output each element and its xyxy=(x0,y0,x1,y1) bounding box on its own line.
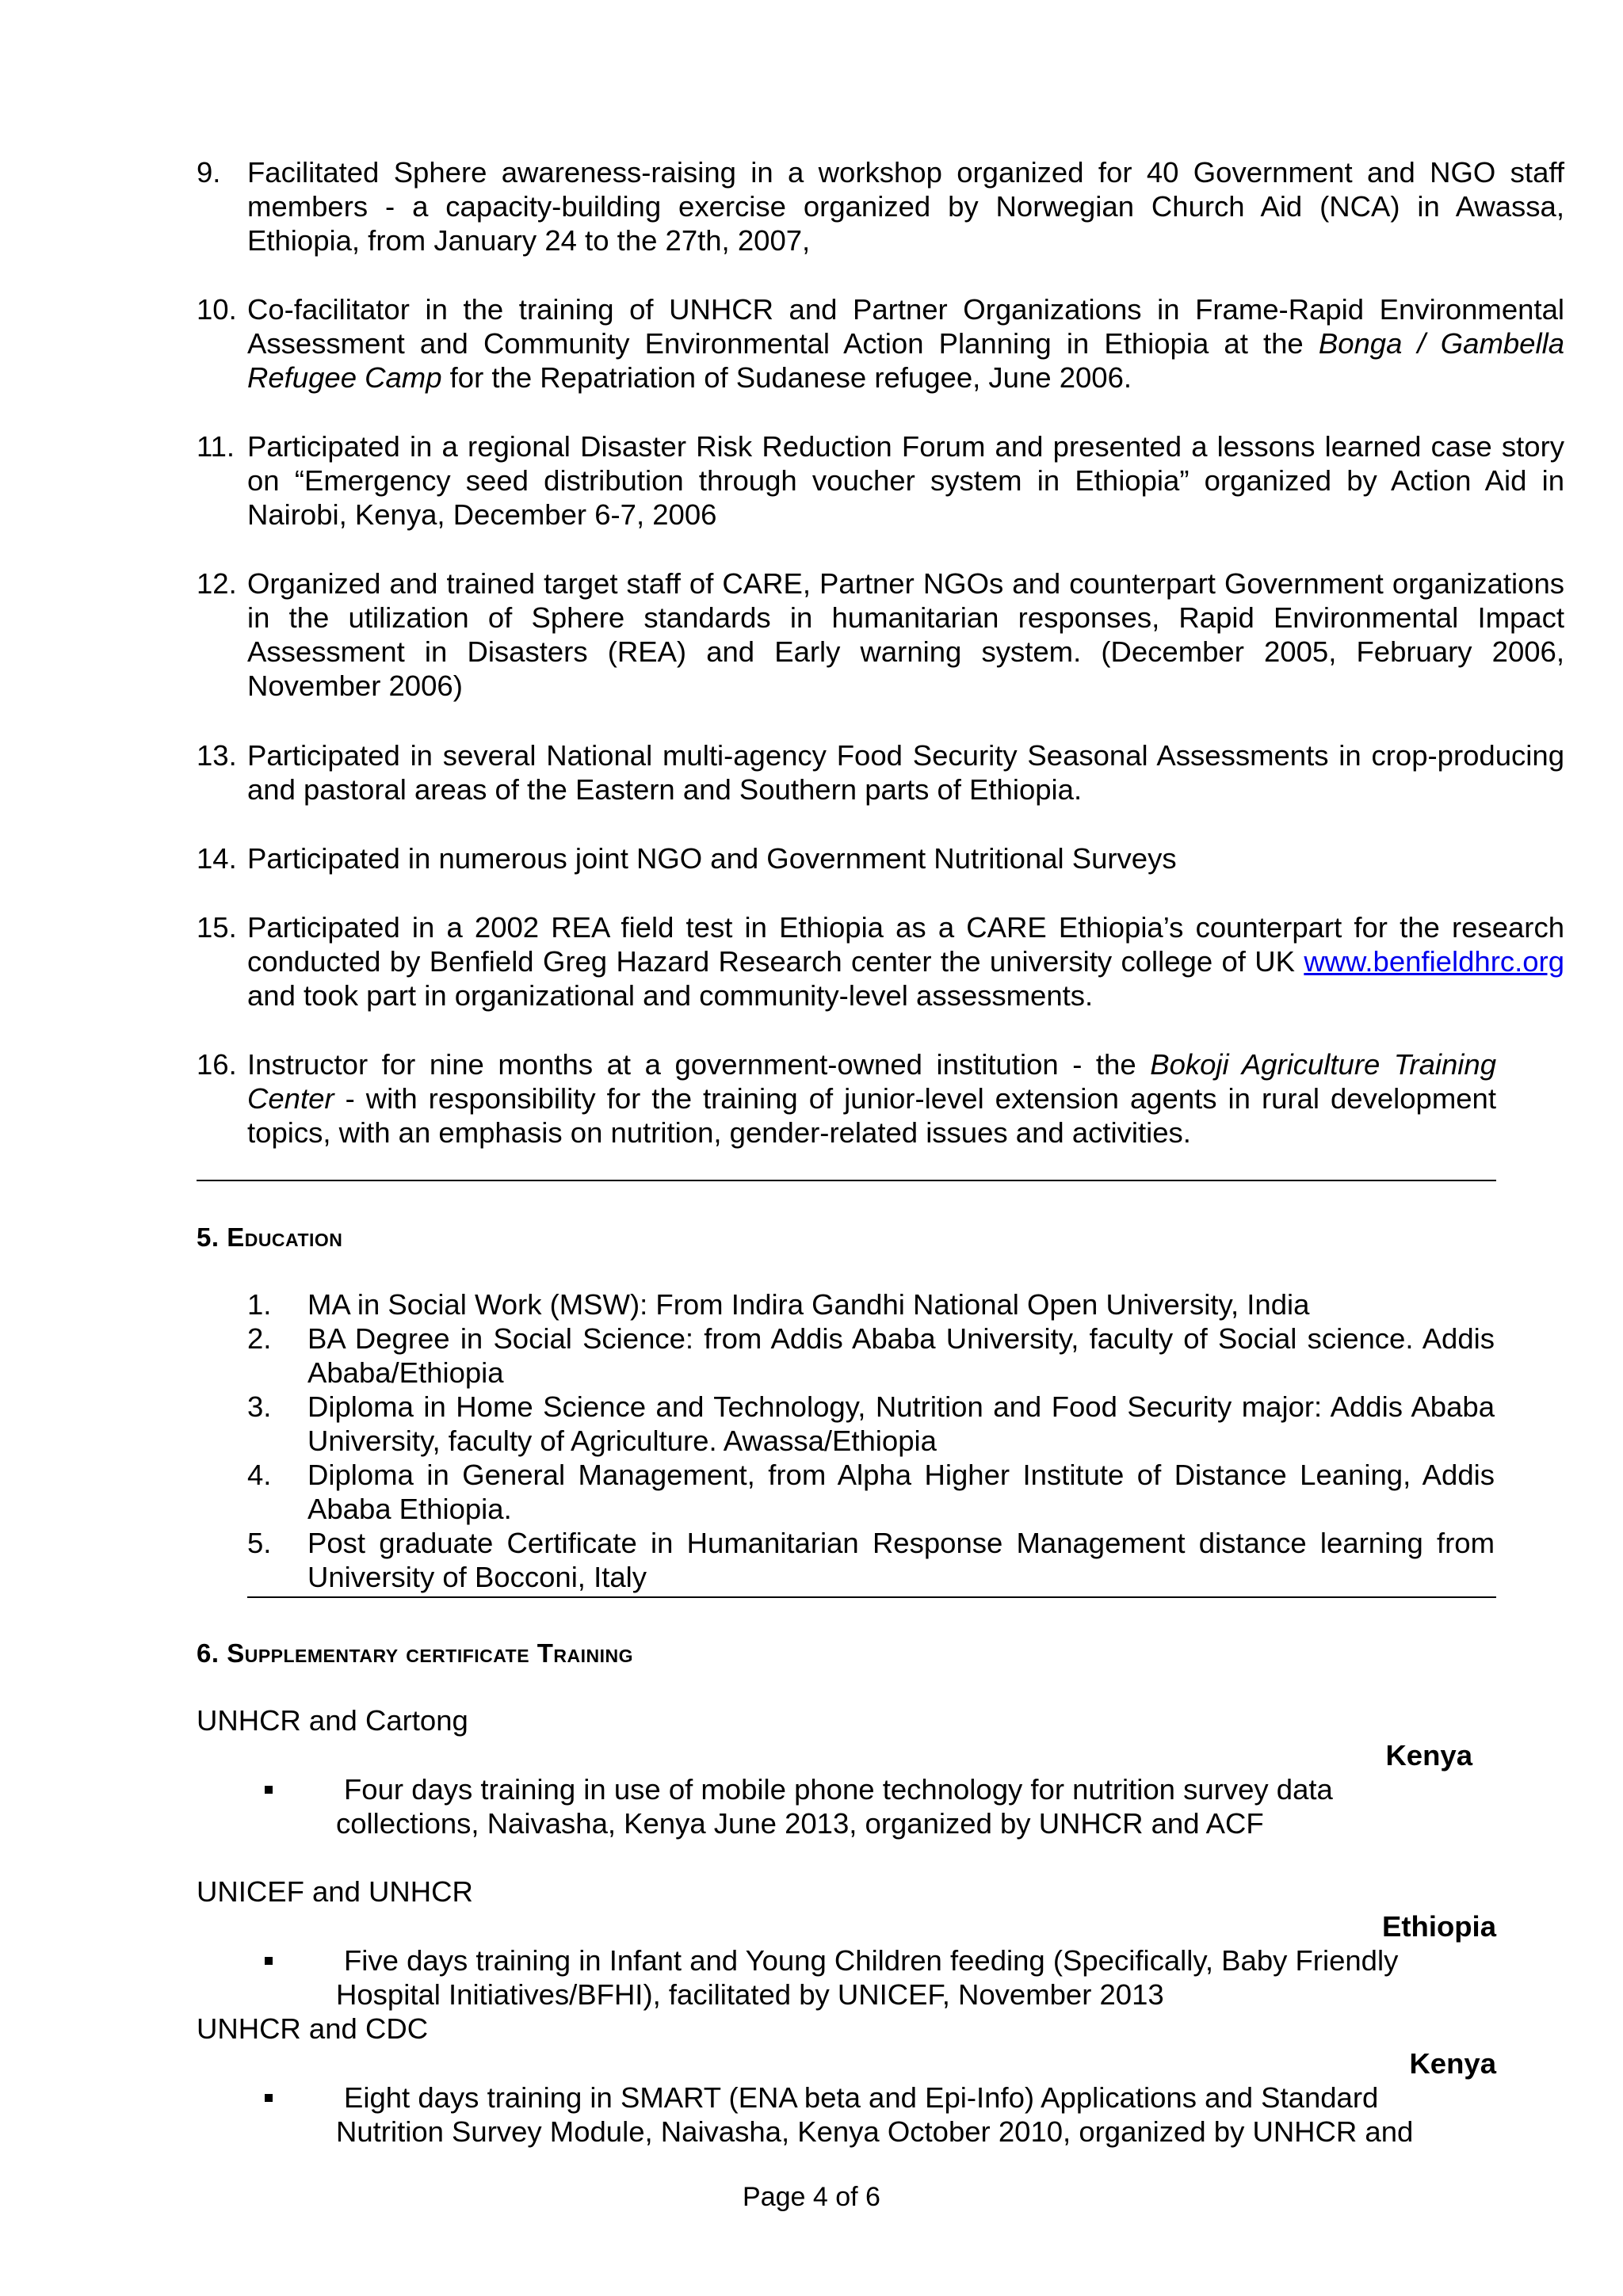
education-heading xyxy=(197,1220,342,1254)
item-text: Participated in several National multi-agency Food Security Seasonal Assessments in crop-producing and pastoral areas of the Eastern and Southern parts of Ethiopia. xyxy=(247,739,1564,806)
experience-item-12 xyxy=(197,566,1564,703)
supplementary-heading xyxy=(197,1636,633,1670)
training-country: Kenya xyxy=(1409,2047,1496,2080)
experience-item-14 xyxy=(197,841,1564,875)
training-country: Ethiopia xyxy=(1382,1910,1496,1943)
item-text-part: Instructor for nine months at a government-owned institution - the xyxy=(247,1048,1151,1081)
item-text: Diploma in General Management, from Alpha Higher Institute of Distance Leaning, Addis Ababa Ethiopia. xyxy=(307,1459,1495,1525)
experience-item-11 xyxy=(197,429,1564,532)
education-item-4 xyxy=(247,1458,1495,1526)
item-number: 11. xyxy=(197,430,235,463)
education-divider xyxy=(247,1596,1496,1598)
item-text: Participated in numerous joint NGO and Government Nutritional Surveys xyxy=(247,842,1177,875)
item-number: 4. xyxy=(247,1459,272,1491)
page-number-footer: Page 4 of 6 xyxy=(743,2182,880,2212)
item-text-part: Co-facilitator in the training of UNHCR and Partner Organizations in Frame-Rapid Environmental Assessment and Community Environmental Action Planning in Ethiopia at the xyxy=(247,293,1564,360)
item-text: Post graduate Certificate in Humanitarian Response Management distance learning from University of Bocconi, Italy xyxy=(307,1527,1495,1593)
item-text-part: Participated in a 2002 REA field test in Ethiopia as a CARE Ethiopia’s counterpart for the research conducted by Benfield Greg Hazard Research center the university college of UK xyxy=(247,911,1564,978)
training-line: Four days training in use of mobile phone technology for nutrition survey data xyxy=(344,1773,1333,1806)
heading-number: 6. xyxy=(197,1638,220,1668)
item-text: Diploma in Home Science and Technology, Nutrition and Food Security major: Addis Ababa University, faculty of Agriculture. Awassa/Ethiopia xyxy=(307,1390,1495,1457)
item-text-part: and took part in organizational and community-level assessments. xyxy=(247,979,1094,1012)
item-text-part: - with responsibility for the training of junior-level extension agents in rural development topics, with an emphasis on nutrition, gender-related issues and activities. xyxy=(247,1082,1496,1149)
item-text xyxy=(247,1047,1496,1150)
heading-number: 5. xyxy=(197,1222,220,1252)
item-text: Participated in a regional Disaster Risk Reduction Forum and presented a lessons learned case story on “Emergency seed distribution through voucher system in Ethiopia” organized by Action Aid in Nairobi, Kenya, December 6-7, 2006 xyxy=(247,430,1564,531)
education-item-2 xyxy=(247,1322,1495,1390)
item-number: 13. xyxy=(197,739,237,772)
item-text: MA in Social Work (MSW): From Indira Gandhi National Open University, India xyxy=(307,1288,1310,1321)
item-number: 12. xyxy=(197,567,237,600)
square-bullet-icon xyxy=(265,1786,273,1794)
training-center-italic: Bokoji Agriculture Training Center xyxy=(247,1048,1496,1115)
experience-item-13 xyxy=(197,738,1564,807)
item-number: 10. xyxy=(197,293,237,326)
training-country: Kenya xyxy=(1385,1739,1472,1772)
item-text: BA Degree in Social Science: from Addis Ababa University, faculty of Social science. Addis Ababa/Ethiopia xyxy=(307,1322,1495,1389)
education-item-1 xyxy=(247,1287,1495,1322)
item-number: 2. xyxy=(247,1322,272,1355)
experience-item-16 xyxy=(197,1047,1496,1150)
training-line: Eight days training in SMART (ENA beta and Epi-Info) Applications and Standard xyxy=(344,2081,1379,2114)
item-text xyxy=(247,292,1564,395)
heading-text: Education xyxy=(227,1222,343,1252)
experience-item-15 xyxy=(197,910,1564,1013)
training-item xyxy=(265,1943,1485,2012)
item-number: 9. xyxy=(197,156,221,189)
training-organizer: UNHCR and Cartong xyxy=(197,1704,468,1737)
training-item xyxy=(265,2081,1485,2149)
training-line: Nutrition Survey Module, Naivasha, Kenya October 2010, organized by UNHCR and xyxy=(336,2115,1414,2148)
experience-item-10 xyxy=(197,292,1564,395)
section-divider xyxy=(197,1180,1496,1181)
heading-text: Supplementary certificate Training xyxy=(227,1638,634,1668)
training-organizer: UNICEF and UNHCR xyxy=(197,1875,473,1908)
item-text-part: for the Repatriation of Sudanese refugee, June 2006. xyxy=(441,361,1132,394)
benfield-link[interactable]: www.benfieldhrc.org xyxy=(1304,945,1564,978)
training-line: collections, Naivasha, Kenya June 2013, organized by UNHCR and ACF xyxy=(336,1807,1264,1840)
training-organizer: UNHCR and CDC xyxy=(197,2012,429,2045)
education-item-3 xyxy=(247,1390,1495,1458)
item-text: Organized and trained target staff of CARE, Partner NGOs and counterpart Government organizations in the utilization of Sphere standards in humanitarian responses, Rapid Environmental Impact Assessment in Disasters (REA) and Early warning system. (December 2005, February 2006, November 2006) xyxy=(247,567,1564,702)
item-number: 5. xyxy=(247,1527,272,1559)
item-number: 16. xyxy=(197,1048,237,1081)
item-number: 15. xyxy=(197,911,237,944)
item-number: 3. xyxy=(247,1390,272,1423)
square-bullet-icon xyxy=(265,1957,273,1965)
training-item xyxy=(265,1772,1485,1840)
item-number: 14. xyxy=(197,842,237,875)
camp-name-italic: Bonga / Gambella Refugee Camp xyxy=(247,327,1564,394)
item-text xyxy=(247,910,1564,1013)
square-bullet-icon xyxy=(265,2094,273,2102)
education-item-5 xyxy=(247,1526,1495,1594)
item-text: Facilitated Sphere awareness-raising in a workshop organized for 40 Government and NGO staff members - a capacity-building exercise organized by Norwegian Church Aid (NCA) in Awassa, Ethiopia, from January 24 to the 27th, 2007, xyxy=(247,156,1564,257)
experience-item-9 xyxy=(197,155,1564,257)
training-line: Hospital Initiatives/BFHI), facilitated by UNICEF, November 2013 xyxy=(336,1978,1164,2011)
item-number: 1. xyxy=(247,1288,272,1321)
training-line: Five days training in Infant and Young Children feeding (Specifically, Baby Friendly xyxy=(344,1944,1399,1977)
training-text xyxy=(336,1943,1485,2012)
training-text xyxy=(336,1772,1485,1840)
training-text xyxy=(336,2081,1485,2149)
